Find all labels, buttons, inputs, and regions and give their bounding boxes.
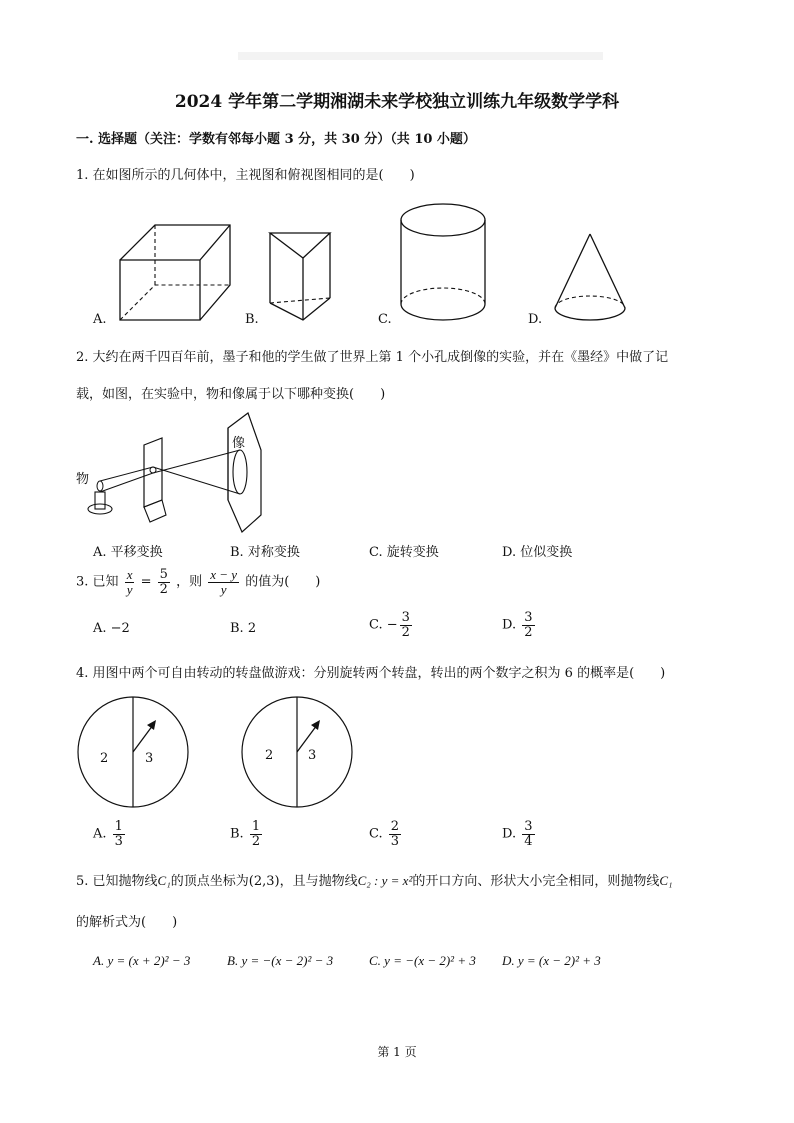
q2-option-c[interactable]: C. 旋转变换 bbox=[369, 545, 439, 560]
question-4-text: 4. 用图中两个可自由转动的转盘做游戏：分别旋转两个转盘，转出的两个数字之积为 6 的概率是( ) bbox=[76, 666, 666, 681]
spinner-1-left-number: 2 bbox=[100, 751, 109, 766]
q3-frac3-den: y bbox=[220, 581, 227, 597]
q4-option-a-label: A. bbox=[93, 826, 107, 842]
q5-c1-again: C₁ bbox=[659, 873, 673, 888]
q3-option-d-fraction bbox=[522, 611, 534, 639]
q3-mid: ，则 bbox=[176, 574, 203, 590]
page-footer: 第 1 页 bbox=[377, 1045, 417, 1059]
q4-option-b-num: 1 bbox=[251, 819, 261, 834]
section-heading: 一. 选择题（关注：学数有邻每小题 3 分，共 30 分）（共 10 小题） bbox=[76, 132, 476, 147]
q4-option-c-fraction bbox=[389, 820, 401, 848]
q4-option-a-den: 3 bbox=[114, 833, 123, 849]
q4-option-b[interactable] bbox=[230, 820, 264, 848]
question-1-text: 1. 在如图所示的几何体中，主视图和俯视图相同的是( ) bbox=[76, 168, 415, 183]
q1-option-c[interactable]: C. bbox=[378, 312, 392, 327]
q3-frac1-den: y bbox=[126, 581, 133, 597]
spinner-2-right-number: 3 bbox=[308, 748, 317, 763]
q3-equals: = bbox=[140, 574, 152, 590]
q4-option-d-den: 4 bbox=[524, 833, 533, 849]
q4-option-d-fraction bbox=[522, 820, 534, 848]
q4-option-b-label: B. bbox=[230, 826, 244, 842]
q4-option-d[interactable] bbox=[502, 820, 537, 848]
q3-option-d-label: D. bbox=[502, 617, 517, 633]
question-3-text bbox=[76, 568, 320, 596]
q3-prefix: 3. 已知 bbox=[76, 574, 119, 590]
cylinder-figure bbox=[398, 200, 488, 328]
q4-option-b-den: 2 bbox=[251, 833, 261, 849]
q3-fraction-expression bbox=[208, 568, 239, 596]
object-label: 物 bbox=[76, 472, 90, 487]
page-title: 2024 学年第二学期湘湖未来学校独立训练九年级数学学科 bbox=[174, 92, 620, 112]
cube-figure bbox=[115, 220, 235, 325]
q5-option-b[interactable]: B. y = −(x − 2)² − 3 bbox=[227, 953, 334, 968]
q4-option-d-num: 3 bbox=[524, 819, 533, 834]
question-2-line2: 载，如图，在实验中，物和像属于以下哪种变换( ) bbox=[76, 387, 386, 402]
q4-option-c-label: C. bbox=[369, 826, 383, 842]
q5-c2-equation: C₂ : y = x² bbox=[357, 873, 413, 888]
spinner-2-left-number: 2 bbox=[265, 748, 274, 763]
q3-option-c-fraction bbox=[400, 611, 412, 639]
q5-text-c: ，且与抛物线 bbox=[279, 874, 358, 889]
q2-option-d[interactable]: D. 位似变换 bbox=[502, 545, 573, 560]
image-label: 像 bbox=[232, 436, 246, 451]
q4-option-c-num: 2 bbox=[390, 819, 400, 834]
q2-option-a[interactable]: A. 平移变换 bbox=[93, 545, 163, 560]
q3-frac3-num: x − y bbox=[210, 567, 238, 582]
q1-option-d[interactable]: D. bbox=[528, 312, 543, 327]
q4-option-a-fraction bbox=[113, 820, 125, 848]
q5-option-a[interactable]: A. y = (x + 2)² − 3 bbox=[93, 953, 191, 968]
q3-frac1-num: x bbox=[126, 567, 133, 582]
q3-option-b[interactable]: B. 2 bbox=[230, 621, 257, 636]
q5-text-d: 的开口方向、形状大小完全相同，则抛物线 bbox=[412, 874, 660, 889]
q4-option-b-fraction bbox=[250, 820, 262, 848]
q4-option-c-den: 3 bbox=[390, 833, 400, 849]
spinner-2-figure bbox=[240, 695, 355, 810]
q3-option-d[interactable] bbox=[502, 611, 537, 639]
question-2-line1: 2. 大约在两千四百年前，墨子和他的学生做了世界上第 1 个小孔成倒像的实验，并在《墨经》中做了记 bbox=[76, 350, 669, 365]
spinner-1-figure bbox=[76, 695, 191, 810]
q5-text-b: 的顶点坐标为 bbox=[170, 874, 249, 889]
q3-option-d-num: 3 bbox=[524, 610, 533, 625]
q3-option-d-den: 2 bbox=[524, 624, 533, 640]
q5-c1: C₁ bbox=[157, 873, 171, 888]
question-5-line2: 的解析式为( ) bbox=[76, 915, 178, 930]
q3-suffix: 的值为( ) bbox=[245, 574, 321, 590]
q3-fraction-x-over-y bbox=[125, 568, 135, 596]
q3-option-c-den: 2 bbox=[401, 624, 410, 640]
q3-fraction-5-over-2 bbox=[158, 568, 170, 596]
q3-option-a[interactable]: A. −2 bbox=[93, 621, 130, 636]
pinhole-camera-figure bbox=[78, 410, 268, 535]
top-watermark-bar bbox=[238, 52, 603, 60]
q4-option-a-num: 1 bbox=[114, 819, 123, 834]
cone-figure bbox=[552, 230, 632, 325]
question-5-line1 bbox=[76, 870, 673, 889]
q4-option-c[interactable] bbox=[369, 820, 403, 848]
q3-option-c-label: C. − bbox=[369, 617, 398, 633]
q1-option-b[interactable]: B. bbox=[245, 312, 259, 327]
q2-option-b[interactable]: B. 对称变换 bbox=[230, 545, 300, 560]
q5-text-a: 5. 已知抛物线 bbox=[76, 874, 158, 889]
prism-figure bbox=[265, 228, 340, 323]
q3-frac2-den: 2 bbox=[159, 581, 168, 597]
q4-option-d-label: D. bbox=[502, 826, 517, 842]
q3-option-c[interactable] bbox=[369, 611, 414, 639]
q3-frac2-num: 5 bbox=[159, 567, 168, 582]
spinner-1-right-number: 3 bbox=[145, 751, 154, 766]
q5-vertex: (2,3) bbox=[248, 874, 280, 889]
q4-option-a[interactable] bbox=[93, 820, 127, 848]
q5-option-c[interactable]: C. y = −(x − 2)² + 3 bbox=[369, 953, 476, 968]
q5-option-d[interactable]: D. y = (x − 2)² + 3 bbox=[502, 953, 601, 968]
q3-option-c-num: 3 bbox=[401, 610, 410, 625]
q1-option-a[interactable]: A. bbox=[93, 312, 107, 327]
